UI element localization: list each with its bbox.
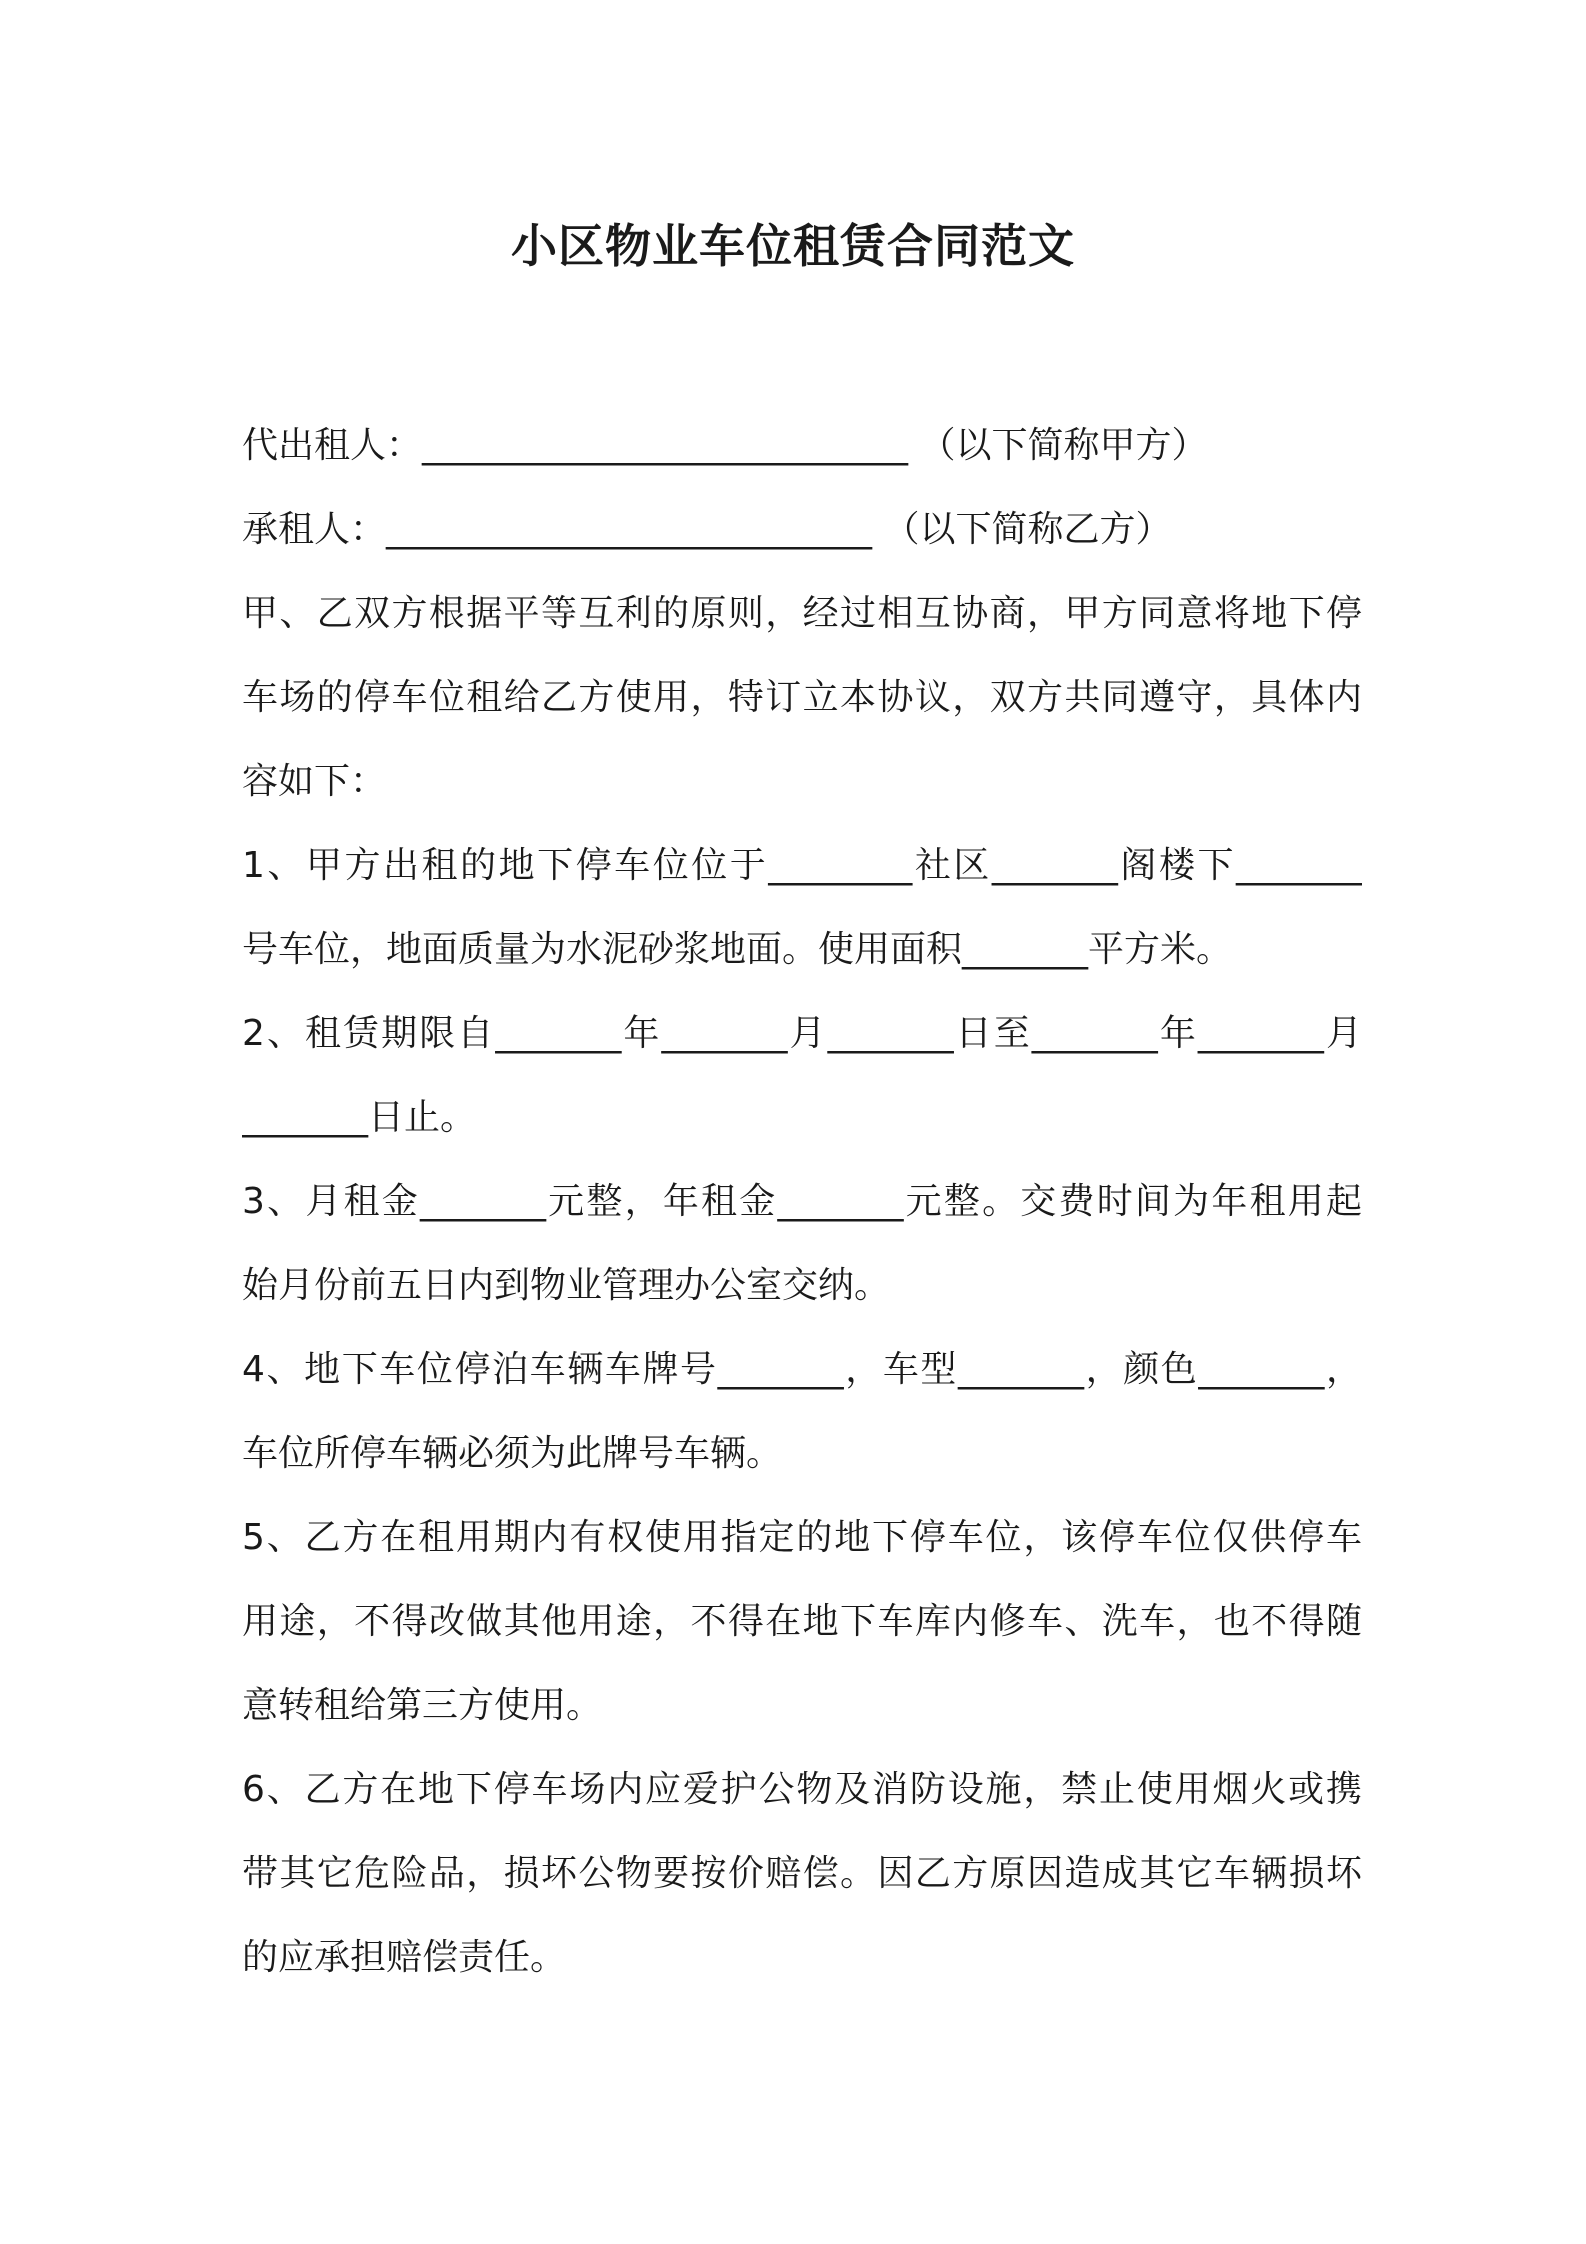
intro-line-3: 容如下： — [242, 761, 387, 802]
lessor-line: 代出租人：___________________________ （以下简称甲方） — [242, 425, 1208, 466]
clause-4-line-1: 4、地下车位停泊车辆车牌号_______，车型_______，颜色_______， — [242, 1349, 1362, 1390]
lessee-line: 承租人：___________________________ （以下简称乙方） — [242, 509, 1172, 550]
intro-line-2: 车场的停车位租给乙方使用，特订立本协议，双方共同遵守，具体内 — [242, 677, 1362, 718]
clause-3-line-2: 始月份前五日内到物业管理办公室交纳。 — [242, 1265, 891, 1306]
clause-6-line-1: 6、乙方在地下停车场内应爱护公物及消防设施，禁止使用烟火或携 — [242, 1769, 1362, 1810]
clause-6-line-3: 的应承担赔偿责任。 — [242, 1937, 567, 1978]
clause-2-line-1: 2、租赁期限自_______年_______月_______日至_______年_______月 — [242, 1013, 1362, 1054]
clause-3-line-1: 3、月租金_______元整，年租金_______元整。交费时间为年租用起 — [242, 1181, 1362, 1222]
clause-2-line-2: _______日止。 — [242, 1097, 477, 1138]
document-title: 小区物业车位租赁合同范文 — [511, 219, 1075, 273]
clause-5-line-3: 意转租给第三方使用。 — [242, 1685, 603, 1726]
clause-5-line-2: 用途，不得改做其他用途，不得在地下车库内修车、洗车，也不得随 — [242, 1601, 1362, 1642]
contract-body — [242, 404, 1362, 2000]
clause-4-line-2: 车位所停车辆必须为此牌号车辆。 — [242, 1433, 783, 1474]
intro-line-1: 甲、乙双方根据平等互利的原则，经过相互协商，甲方同意将地下停 — [242, 593, 1362, 634]
clause-5-line-1: 5、乙方在租用期内有权使用指定的地下停车位，该停车位仅供停车 — [242, 1517, 1362, 1558]
clause-6-line-2: 带其它危险品，损坏公物要按价赔偿。因乙方原因造成其它车辆损坏 — [242, 1853, 1362, 1894]
clause-1-line-2: 号车位，地面质量为水泥砂浆地面。使用面积_______平方米。 — [242, 929, 1233, 970]
clause-1-line-1: 1、甲方出租的地下停车位位于________社区_______阁楼下_______ — [242, 845, 1362, 886]
